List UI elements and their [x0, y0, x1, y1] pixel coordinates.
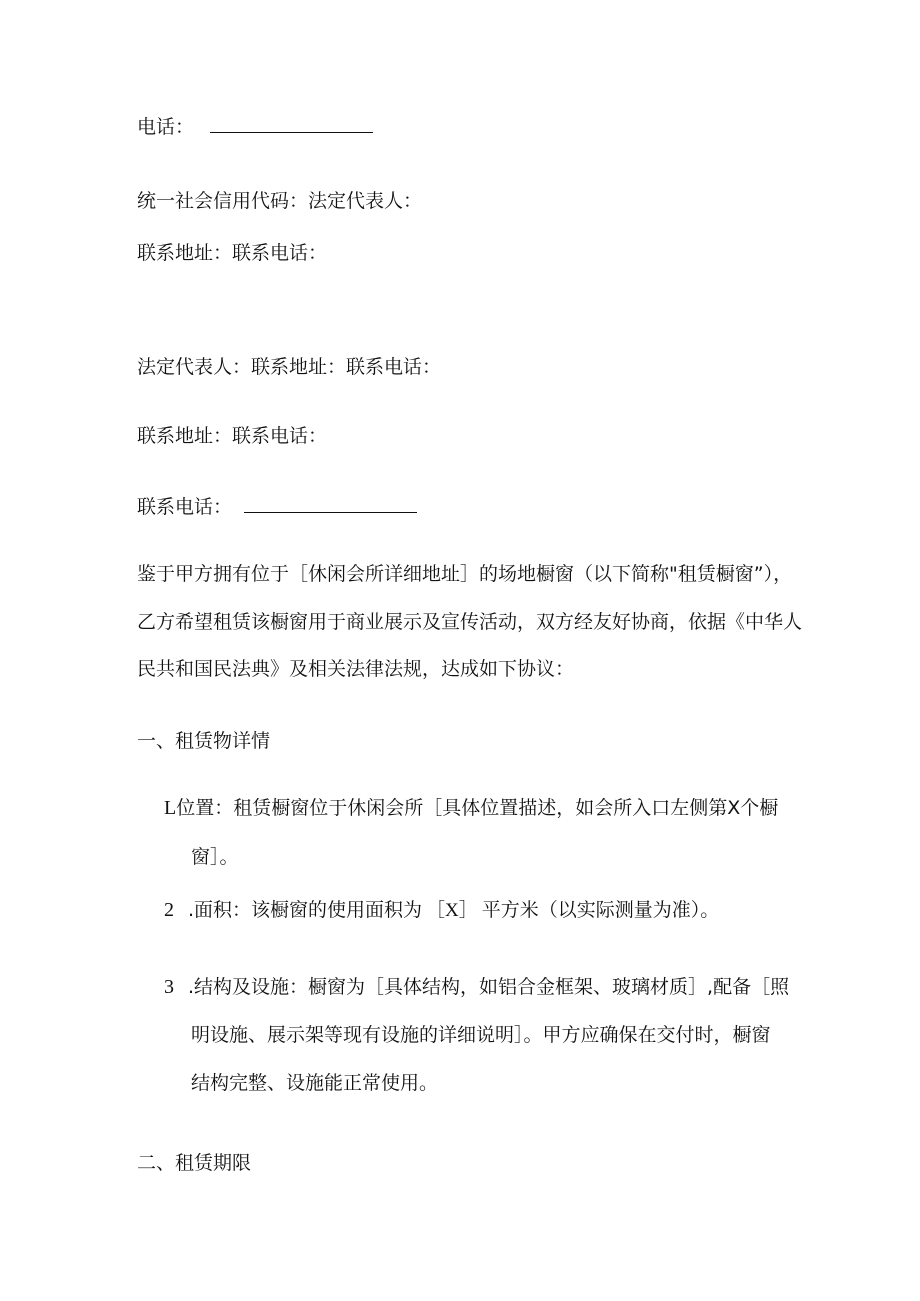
rep-address-phone-line: 法定代表人：联系地址：联系电话： [137, 356, 442, 378]
phone-blank [210, 114, 373, 133]
item-2-line [164, 898, 719, 923]
address-phone-line-2: 联系地址：联系电话： [137, 425, 328, 447]
item-2-text-after: 平方米（以实际测量为准）。 [481, 899, 720, 921]
item-1-line-2: 窗］。 [191, 846, 239, 868]
phone-label: 电话： [137, 116, 195, 138]
item-1-number: L [164, 797, 177, 819]
item-1-text: 位置：租赁橱窗位于休闲会所［具体位置描述，如会所入口左侧第X个橱 [176, 797, 779, 819]
item-3-text: .结构及设施：橱窗为［具体结构，如铝合金框架、玻璃材质］,配备［照 [188, 976, 790, 998]
item-2-value: ［X］ [426, 900, 478, 921]
section-1-heading: 一、租赁物详情 [137, 730, 271, 752]
item-2-number: 2 [164, 899, 174, 921]
preamble-line-3: 民共和国民法典》及相关法律法规，达成如下协议： [137, 658, 575, 680]
item-2-text-before: .面积：该橱窗的使用面积为 [188, 899, 423, 921]
address-phone-line-1: 联系地址：联系电话： [137, 242, 328, 264]
item-3-line-1 [164, 975, 789, 999]
contact-phone-line [137, 494, 417, 519]
contact-phone-label: 联系电话： [137, 496, 233, 518]
item-3-number: 3 [164, 976, 174, 998]
preamble-line-1: 鉴于甲方拥有位于［休闲会所详细地址］的场地橱窗（以下简称"租赁橱窗”）， [137, 563, 793, 585]
preamble-line-2: 乙方希望租赁该橱窗用于商业展示及宣传活动，双方经友好协商，依据《中华人 [137, 611, 803, 633]
phone-line [137, 114, 373, 139]
section-2-heading: 二、租赁期限 [137, 1152, 252, 1174]
item-3-line-3: 结构完整、设施能正常使用。 [191, 1072, 439, 1094]
contact-phone-blank [244, 494, 417, 513]
item-1-line-1 [164, 796, 778, 820]
item-3-line-2: 明设施、展示架等现有设施的详细说明］。甲方应确保在交付时，橱窗 [191, 1024, 771, 1046]
credit-rep-line: 统一社会信用代码：法定代表人： [137, 190, 423, 212]
